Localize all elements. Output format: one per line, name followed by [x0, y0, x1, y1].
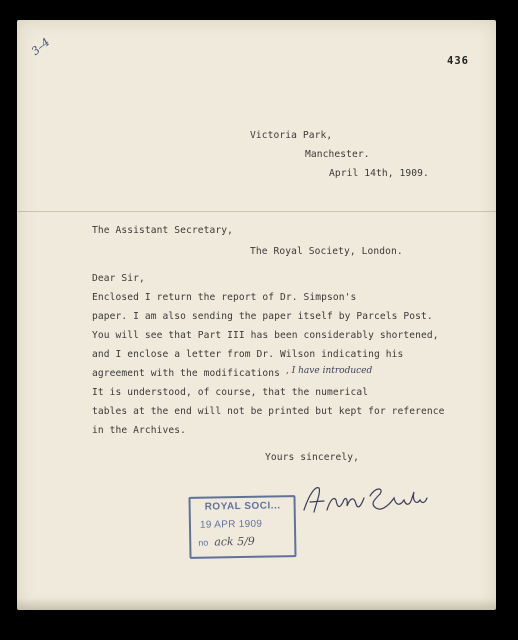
body-line: in the Archives. [92, 425, 187, 436]
stamp-ack-label: no [198, 537, 209, 548]
recipient-line-2: The Royal Society, London. [250, 246, 403, 257]
body-line: Enclosed I return the report of Dr. Simpson's [92, 292, 357, 303]
stamp-ack [198, 535, 255, 549]
corner-annotation: 3–4 [29, 35, 53, 58]
body-line: paper. I am also sending the paper itself by Parcels Post. [92, 311, 433, 322]
body-line: tables at the end will not be printed but kept for reference [92, 406, 445, 417]
body-line: You will see that Part III has been considerably shortened, [92, 330, 439, 341]
salutation: Dear Sir, [92, 273, 145, 284]
body-line: It is understood, of course, that the numerical [92, 387, 369, 398]
paper-edge [17, 598, 496, 610]
handwritten-insert: , I have introduced [286, 366, 373, 376]
signature-image [300, 480, 430, 520]
closing: Yours sincerely, [265, 452, 360, 463]
fold-line [17, 211, 496, 212]
body-line: agreement with the modifications [92, 368, 281, 379]
stamp-title: ROYAL SOCI... [204, 500, 281, 513]
letter-date: April 14th, 1909. [329, 168, 429, 179]
address-line-1: Victoria Park, [250, 130, 333, 141]
page-number: 436 [447, 55, 469, 67]
address-line-2: Manchester. [305, 149, 370, 160]
received-stamp [188, 495, 296, 559]
stamp-ack-handwriting: ack 5/9 [214, 534, 255, 549]
recipient-line-1: The Assistant Secretary, [92, 225, 234, 236]
stamp-date: 19 APR 1909 [199, 518, 263, 531]
body-line: and I enclose a letter from Dr. Wilson indicating his [92, 349, 404, 360]
letter-page [17, 20, 496, 610]
